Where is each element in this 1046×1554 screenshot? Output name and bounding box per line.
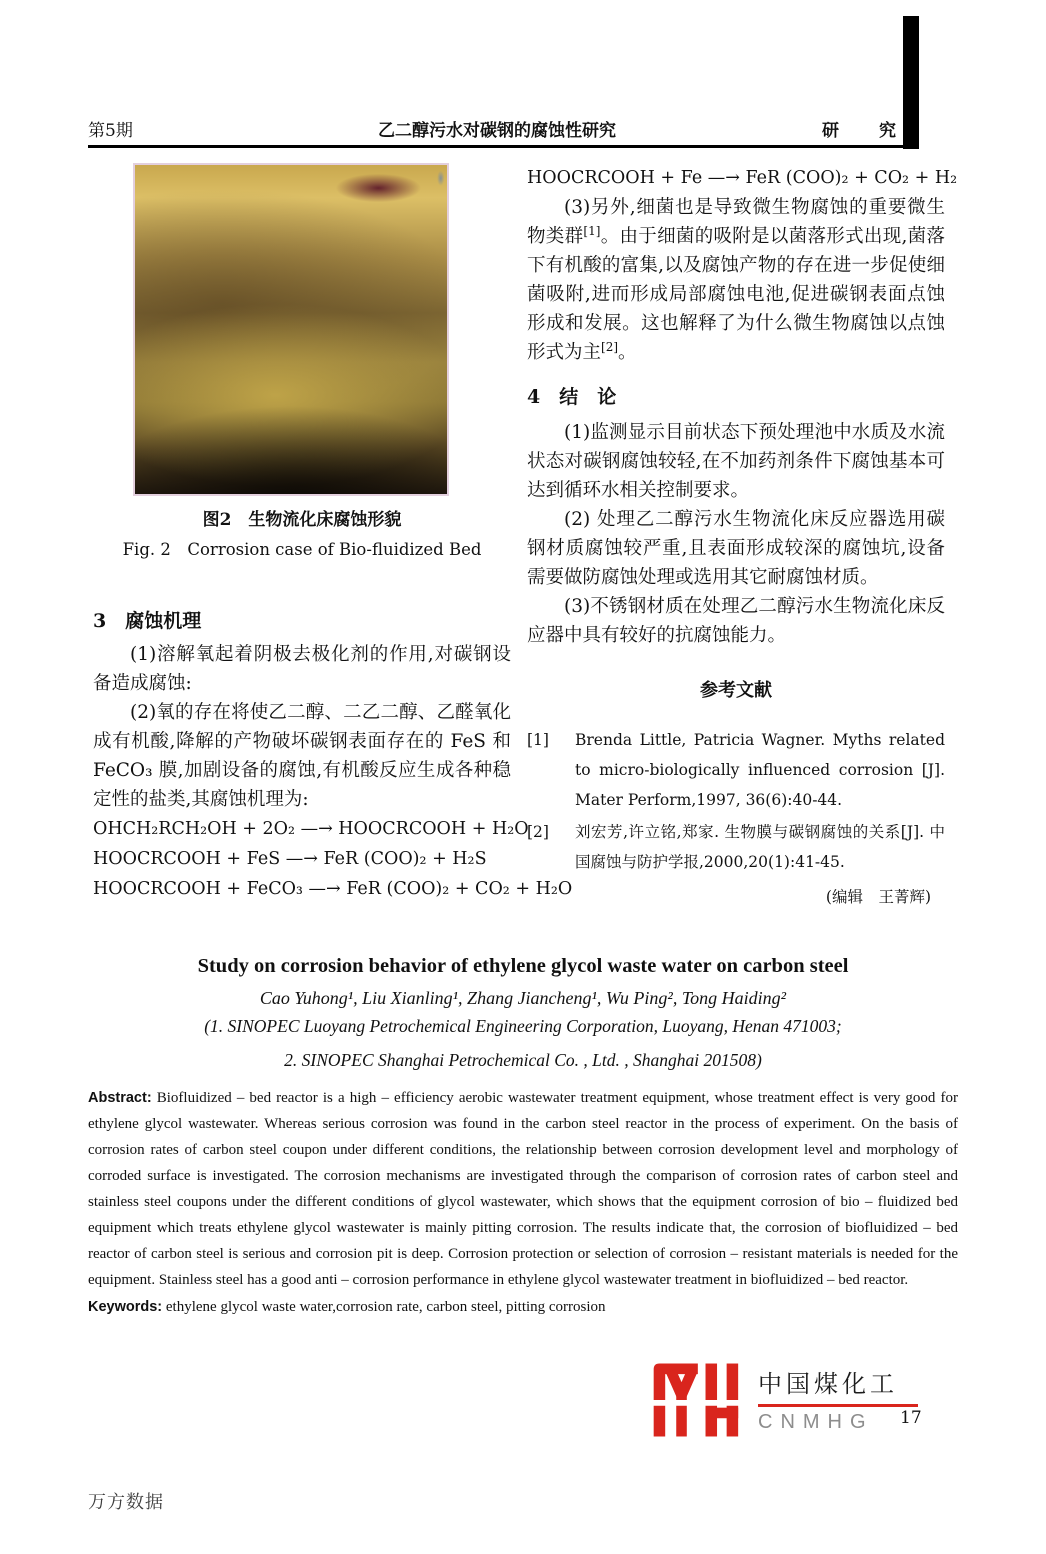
abstract-label: Abstract: xyxy=(88,1090,152,1106)
english-section xyxy=(88,952,958,1320)
section-3-paragraph-2: (2)氧的存在将使乙二醇、二乙二醇、乙醛氧化成有机酸,降解的产物破坏碳钢表面存在的 FeS 和 FeCO₃ 膜,加剧设备的腐蚀,有机酸反应生成各种稳定性的盐类,其腐蚀机理为: xyxy=(93,702,511,810)
figure-caption-en: Fig. 2 Corrosion case of Bio-fluidized Bed xyxy=(122,540,482,559)
citation-1: [1] xyxy=(583,223,601,238)
running-title: 乙二醇污水对碳钢的腐蚀性研究 xyxy=(378,121,616,141)
logo-red-rule xyxy=(758,1404,918,1407)
logo-text-en: CNMHG xyxy=(758,1411,874,1433)
keywords-line xyxy=(88,1294,958,1320)
abstract-paragraph xyxy=(88,1085,958,1293)
equation-1: OHCH₂RCH₂OH + 2O₂ —→ HOOCRCOOH + H₂O xyxy=(93,819,529,839)
publisher-logo xyxy=(646,1358,918,1442)
section-4-heading: 4 结 论 xyxy=(527,386,617,408)
conclusion-3: (3)不锈钢材质在处理乙二醇污水生物流化床反应器中具有较好的抗腐蚀能力。 xyxy=(527,596,945,646)
section-3-paragraph-3 xyxy=(527,193,945,367)
logo-text-zh: 中国煤化工 xyxy=(758,1370,898,1398)
column-label: 研 究 xyxy=(822,121,898,141)
equation-3: HOOCRCOOH + FeCO₃ —→ FeR (COO)₂ + CO₂ + H₂O xyxy=(93,879,573,899)
english-title: Study on corrosion behavior of ethylene glycol waste water on carbon steel xyxy=(197,955,849,977)
reference-item xyxy=(527,725,945,815)
equation-top: HOOCRCOOH + Fe —→ FeR (COO)₂ + CO₂ + H₂ xyxy=(527,168,958,188)
paragraph-3-mid: 。由于细菌的吸附是以菌落形式出现,菌落下有机酸的富集,以及腐蚀产物的存在进一步促使细菌吸附,进而形成局部腐蚀电池,促进碳钢表面点蚀形成和发展。这也解释了为什么微生物腐蚀以点蚀形式为主 xyxy=(527,226,945,363)
reference-item xyxy=(527,817,945,877)
conclusion-2: (2) 处理乙二醇污水生物流化床反应器选用碳钢材质腐蚀较严重,且表面形成较深的腐蚀坑,设备需要做防腐蚀处理或选用其它耐腐蚀材质。 xyxy=(527,509,945,588)
wanfang-watermark: 万方数据 xyxy=(88,1492,164,1513)
editor-note: (编辑 王菁辉) xyxy=(825,888,931,906)
section-3-heading: 3 腐蚀机理 xyxy=(93,610,202,632)
references-heading: 参考文献 xyxy=(700,680,772,701)
section-3-paragraph-1: (1)溶解氧起着阴极去极化剂的作用,对碳钢设备造成腐蚀: xyxy=(93,644,511,694)
affiliation-1: (1. SINOPEC Luoyang Petrochemical Engineering Corporation, Luoyang, Henan 471003; xyxy=(204,1016,842,1036)
figure-caption-zh: 图2 生物流化床腐蚀形貌 xyxy=(202,510,402,530)
keywords-text: ethylene glycol waste water,corrosion rate, carbon steel, pitting corrosion xyxy=(165,1299,606,1315)
english-authors: Cao Yuhong¹, Liu Xianling¹, Zhang Jiancheng¹, Wu Ping², Tong Haiding² xyxy=(259,988,787,1008)
reference-2-text: 刘宏芳,许立铭,郑家. 生物膜与碳钢腐蚀的关系[J]. 中国腐蚀与防护学报,2000,20(1):41-45. xyxy=(575,823,945,871)
reference-1-marker: [1] xyxy=(527,731,549,749)
page-header xyxy=(88,112,906,148)
paragraph-3-end: 。 xyxy=(618,342,637,363)
corner-black-bar xyxy=(903,16,919,149)
paragraph-3-lead: (3)另外,细菌也是导致微生物腐蚀的重要微生物类群 xyxy=(527,197,945,247)
citation-2: [2] xyxy=(601,339,619,354)
right-column xyxy=(527,163,958,912)
equation-2: HOOCRCOOH + FeS —→ FeR (COO)₂ + H₂S xyxy=(93,849,487,869)
body-columns xyxy=(93,163,958,912)
logo-text-block xyxy=(758,1358,918,1434)
reference-2-marker: [2] xyxy=(527,823,549,841)
conclusion-1: (1)监测显示目前状态下预处理池中水质及水流状态对碳钢腐蚀较轻,在不加药剂条件下腐蚀基本可达到循环水相关控制要求。 xyxy=(527,422,945,501)
keywords-label: Keywords: xyxy=(88,1299,163,1315)
corrosion-photo xyxy=(133,163,449,496)
issue-label: 第5期 xyxy=(88,121,133,141)
abstract-text: Biofluidized – bed reactor is a high – efficiency aerobic wastewater treatment equipment, whose treatment effect is very good for ethylene glycol wastewater. Whereas serious corrosion was found in the carbon steel reactor in the process of experiment. On the basis of corrosion rates of carbon steel coupon under different conditions, the relationship between corrosion development level and morphology of corroded surface is investigated. The corrosion mechanisms are investigated through the comparison of corrosion rates of carbon steel and stainless steel coupons under the different conditions of glycol wastewater, which shows that the equipment corrosion of bio – fluidized bed equipment which treats ethylene glycol wastewater is mainly pitting corrosion. The results indicate that, the corrosion of biofluidized – bed reactor of carbon steel is serious and corrosion pit is deep. Corrosion protection or selection of corrosion – resistant materials is needed for the equipment. Stainless steel has a good anti – corrosion performance in ethylene glycol wastewater treatment in biofluidized – bed reactor. xyxy=(88,1090,958,1288)
affiliation-2: 2. SINOPEC Shanghai Petrochemical Co. , Ltd. , Shanghai 201508) xyxy=(284,1050,762,1070)
reference-1-text: Brenda Little, Patricia Wagner. Myths related to micro-biologically influenced corrosion [J]. Mater Perform,1997, 36(6):40-44. xyxy=(575,731,945,809)
page-number: 17 xyxy=(900,1408,922,1428)
cnmhg-logo-icon xyxy=(646,1358,742,1442)
